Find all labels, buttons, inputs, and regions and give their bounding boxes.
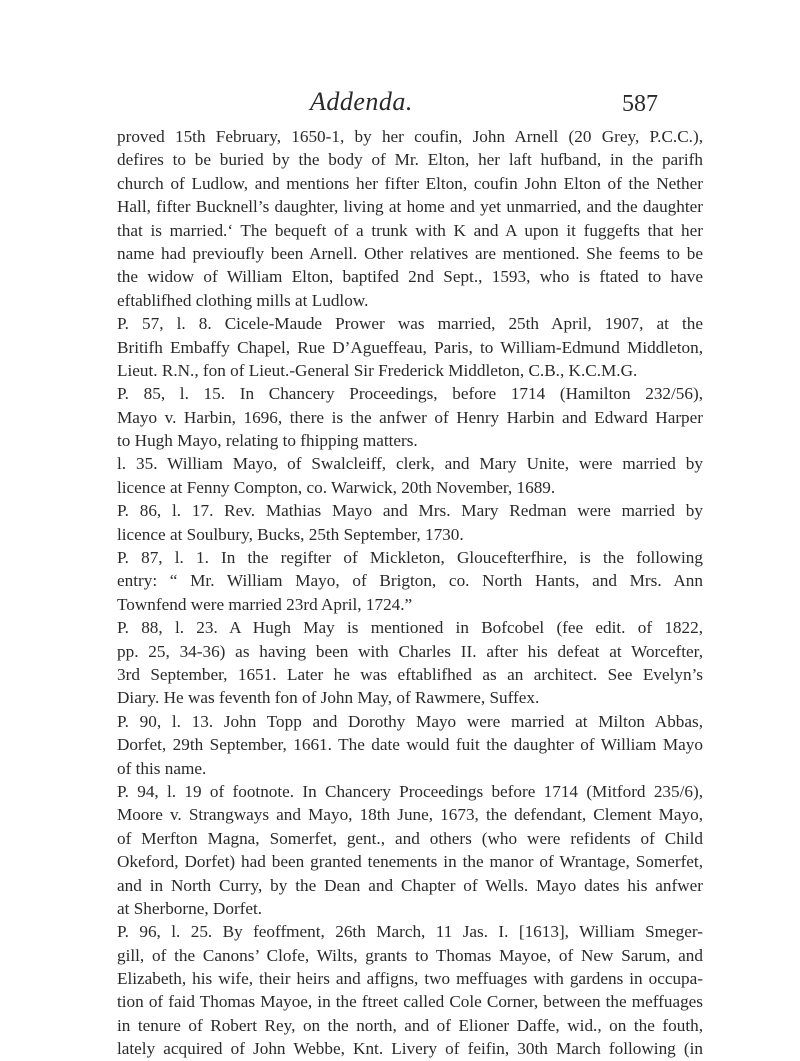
text-line: tion of faid Thomas Mayoe, in the ftreet called Cole Corner, between the meffuages: [117, 992, 703, 1012]
text-line: at Sherborne, Dorfet.: [117, 898, 263, 918]
body-text: [117, 125, 703, 1061]
text-line: P. 90, l. 13. John Topp and Dorothy Mayo were married at Milton Abbas,: [117, 711, 703, 731]
text-line: Dorfet, 29th September, 1661. The date would fuit the daughter of William Mayo: [117, 735, 703, 755]
text-line: name had previoufly been Arnell. Other relatives are mentioned. She feems to be: [117, 243, 703, 263]
text-line: Britifh Embaffy Chapel, Rue D’Agueffeau, Paris, to William-Edmund Middleton,: [117, 337, 703, 357]
text-line: in tenure of Robert Rey, on the north, and of Elioner Daffe, wid., on the fouth,: [117, 1015, 703, 1035]
text-line: lately acquired of John Webbe, Knt. Livery of feifin, 30th March following (in: [117, 1039, 703, 1059]
text-line: Townfend were married 23rd April, 1724.”: [117, 594, 413, 614]
text-line: P. 88, l. 23. A Hugh May is mentioned in Bofcobel (fee edit. of 1822,: [117, 618, 703, 638]
text-line: to Hugh Mayo, relating to fhipping matters.: [117, 431, 418, 451]
text-line: church of Ludlow, and mentions her fifter Elton, coufin John Elton of the Nether: [117, 173, 703, 193]
text-line: Elizabeth, his wife, their heirs and affigns, two meffuages with gardens in occupa-: [117, 969, 703, 989]
text-line: P. 57, l. 8. Cicele-Maude Prower was married, 25th April, 1907, at the: [117, 314, 703, 334]
running-title: Addenda.: [310, 87, 413, 116]
text-line: P. 86, l. 17. Rev. Mathias Mayo and Mrs. Mary Redman were married by: [117, 501, 703, 521]
text-line: entry: “ Mr. William Mayo, of Brigton, co. North Hants, and Mrs. Ann: [117, 571, 703, 591]
text-line: P. 87, l. 1. In the regifter of Mickleton, Gloucefterfhire, is the following: [117, 548, 703, 568]
text-line: l. 35. William Mayo, of Swalcleiff, clerk, and Mary Unite, were married by: [117, 454, 703, 474]
text-line: defires to be buried by the body of Mr. Elton, her laft hufband, in the parifh: [117, 150, 703, 170]
text-line: Okeford, Dorfet) had been granted tenements in the manor of Wrantage, Somerfet,: [117, 852, 703, 872]
text-line: eftablifhed clothing mills at Ludlow.: [117, 290, 369, 310]
text-line: P. 96, l. 25. By feoffment, 26th March, 11 Jas. I. [1613], William Smeger-: [117, 922, 703, 942]
text-line: P. 85, l. 15. In Chancery Proceedings, before 1714 (Hamilton 232/56),: [117, 384, 703, 404]
text-line: Mayo v. Harbin, 1696, there is the anfwer of Henry Harbin and Edward Harper: [117, 407, 703, 427]
text-line: licence at Fenny Compton, co. Warwick, 20th November, 1689.: [117, 477, 556, 497]
text-line: Moore v. Strangways and Mayo, 18th June, 1673, the defendant, Clement Mayo,: [117, 805, 703, 825]
text-line: the widow of William Elton, baptifed 2nd Sept., 1593, who is ftated to have: [117, 267, 703, 287]
text-line: proved 15th February, 1650-1, by her coufin, John Arnell (20 Grey, P.C.C.),: [117, 127, 703, 146]
text-line: P. 94, l. 19 of footnote. In Chancery Proceedings before 1714 (Mitford 235/6),: [117, 781, 703, 801]
text-line: gill, of the Canons’ Clofe, Wilts, grants to Thomas Mayoe, of New Sarum, and: [117, 945, 703, 965]
text-line: that is married.‘ The bequeft of a trunk with K and A upon it fuggefts that her: [117, 220, 703, 240]
text-line: pp. 25, 34-36) as having been with Charles II. after his defeat at Worcefter,: [117, 641, 703, 661]
page-number: 587: [622, 91, 658, 117]
text-line: of this name.: [117, 758, 207, 778]
text-line: Lieut. R.N., fon of Lieut.-General Sir Frederick Middleton, C.B., K.C.M.G.: [117, 360, 638, 380]
text-line: Diary. He was feventh fon of John May, of Rawmere, Suffex.: [117, 688, 540, 708]
text-line: 3rd September, 1651. Later he was eftablifhed as an architect. See Evelyn’s: [117, 664, 703, 684]
text-line: Hall, fifter Bucknell’s daughter, living at home and yet unmarried, and the daughter: [117, 197, 703, 217]
text-line: licence at Soulbury, Bucks, 25th September, 1730.: [117, 524, 464, 544]
text-line: of Merfton Magna, Somerfet, gent., and others (who were refidents of Child: [117, 828, 703, 848]
running-head: [0, 87, 800, 119]
text-line: and in North Curry, by the Dean and Chapter of Wells. Mayo dates his anfwer: [117, 875, 703, 895]
